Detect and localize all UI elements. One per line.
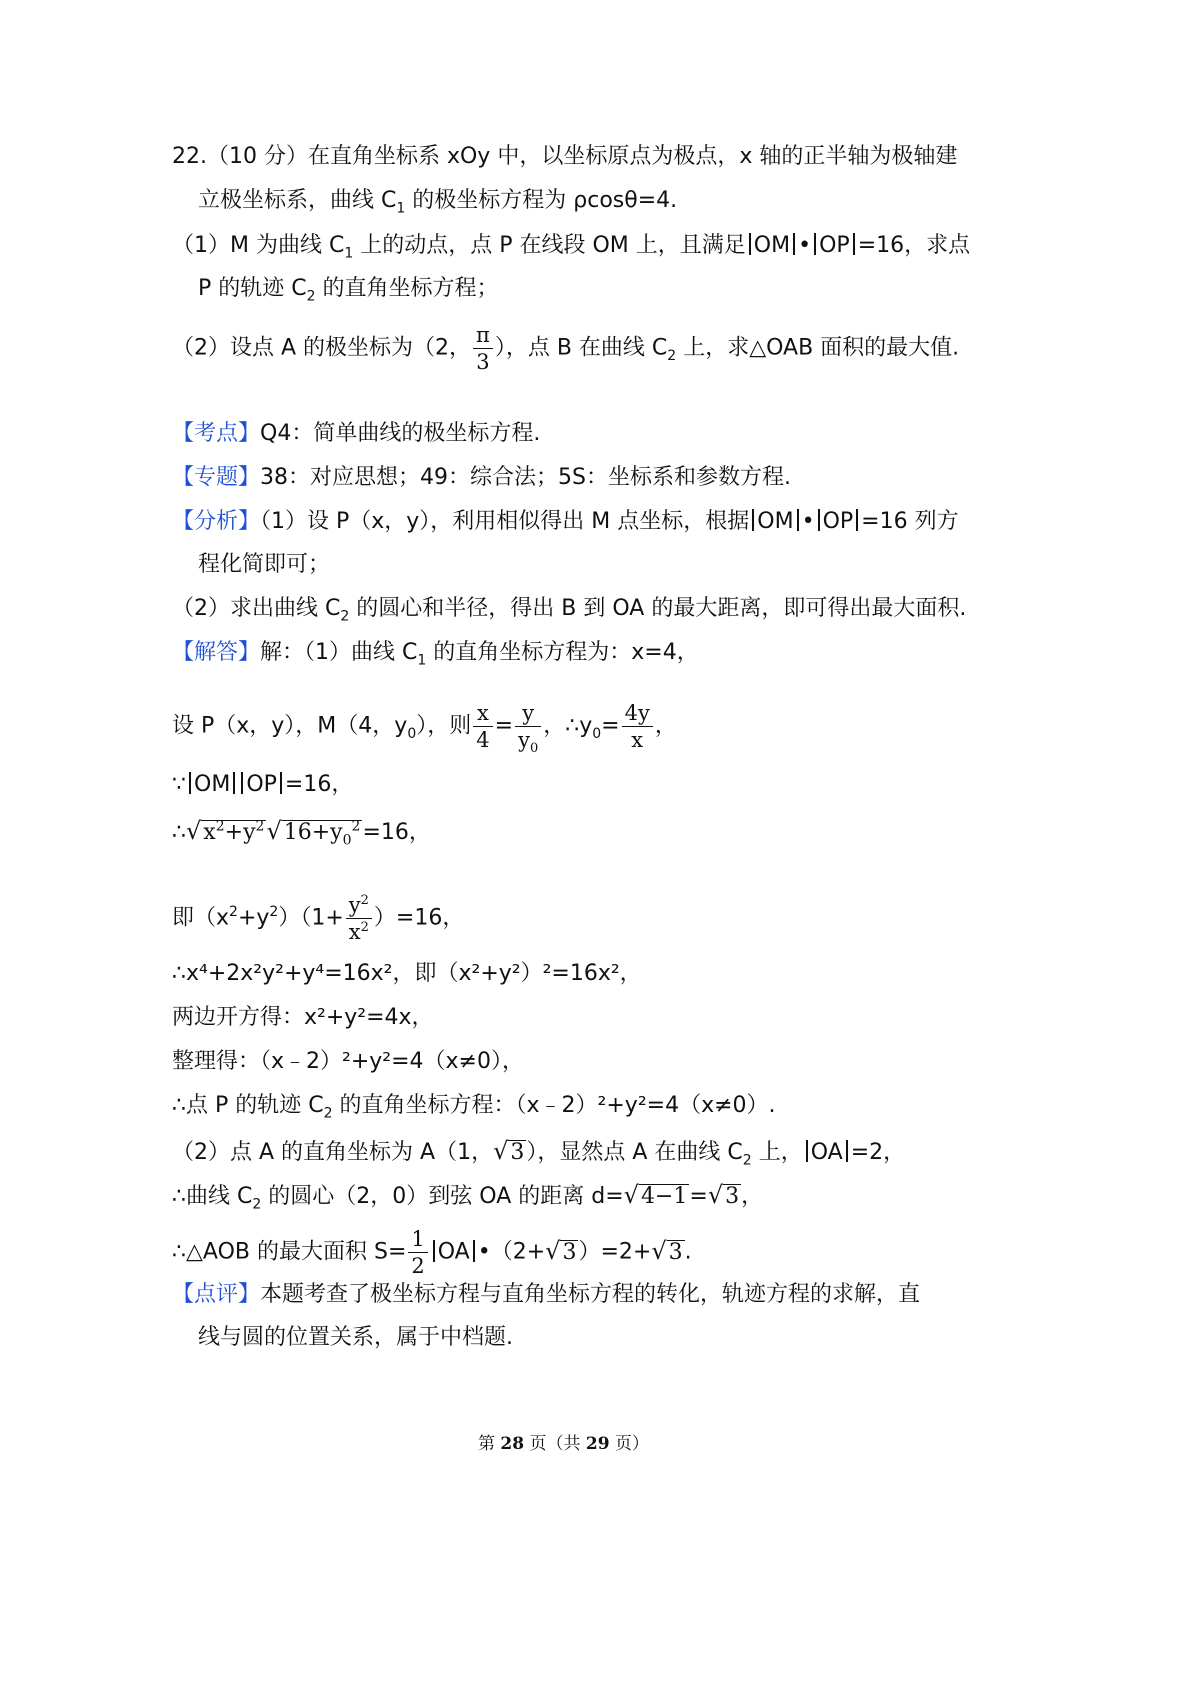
dot: •: [801, 509, 815, 534]
fenxi-line-3: [172, 594, 966, 624]
fenxi-text: =16 列方: [861, 509, 959, 534]
denominator: 2: [411, 1254, 425, 1278]
footer-text: 第: [478, 1434, 501, 1454]
dianping-text: 线与圆的位置关系，属于中档题.: [198, 1325, 513, 1350]
page-total: 29: [585, 1434, 610, 1454]
abs-bar: [473, 1240, 475, 1262]
jieda-text: 即（x: [172, 905, 230, 931]
abs-bar: [241, 772, 243, 794]
jieda-text: ）=2+: [578, 1239, 652, 1265]
superscript: 2: [269, 904, 279, 921]
fraction-1-over-2: [408, 1226, 427, 1279]
jieda-line-2: [172, 700, 677, 757]
subscript: 2: [306, 288, 316, 305]
jieda-text: ）（1+: [278, 905, 344, 931]
jieda-line-10: [172, 1136, 905, 1168]
superscript: 2: [360, 920, 369, 935]
jieda-text: 的直角坐标方程：（x﹣2）²+y²=4（x≠0）.: [332, 1093, 776, 1118]
problem-text: 上，求△OAB 面积的最大值.: [676, 335, 960, 361]
because-symbol: ∵: [172, 772, 186, 797]
sqrt-3: √3: [493, 1137, 525, 1165]
abs-oa: OA: [437, 1239, 470, 1265]
sqrt-3: √3: [545, 1236, 577, 1265]
subscript: 0: [592, 725, 602, 742]
denominator-base: x: [348, 920, 361, 944]
fenxi-text: （1）设 P（x，y），利用相似得出 M 点坐标，根据: [260, 509, 750, 534]
jieda-text: ∴x⁴+2x²y²+y⁴=16x²，即（x²+y²）²=16x²，: [172, 961, 642, 986]
sqrt-4-minus-1: √4−1: [623, 1181, 688, 1209]
jieda-text: .: [684, 1239, 692, 1265]
numerator: x: [473, 700, 492, 727]
jieda-text: ），显然点 A 在曲线 C: [526, 1140, 743, 1165]
denominator: 3: [476, 350, 490, 374]
jieda-text: =2，: [850, 1140, 906, 1165]
therefore-symbol: ∴: [172, 820, 186, 845]
dianping-line-2: [198, 1323, 513, 1353]
problem-text: ），点 B 在曲线 C: [494, 335, 668, 361]
numerator: [346, 892, 372, 919]
numerator: 4y: [622, 700, 653, 727]
jieda-text: ∴点 P 的轨迹 C: [172, 1093, 324, 1118]
jieda-line-11: [172, 1180, 763, 1212]
fenxi-line-2: [198, 550, 330, 580]
jieda-text: •（2+: [477, 1239, 546, 1265]
abs-bar: [814, 233, 816, 255]
jieda-text: 上，: [751, 1140, 803, 1165]
problem-text: 上的动点，点 P 在线段 OM 上，且满足: [353, 233, 746, 258]
jieda-text: =16，: [284, 772, 354, 797]
abs-bar: [853, 233, 855, 255]
abs-op: OP: [246, 772, 277, 797]
sqrt-16-y02: $√16+y_0^2$: [266, 817, 361, 849]
page-number: 28: [500, 1434, 525, 1454]
jieda-text: ，: [741, 1184, 764, 1209]
equals: =: [689, 1184, 708, 1209]
radicand: +y: [224, 820, 256, 845]
subscript: 1: [344, 245, 354, 262]
abs-om: OM: [757, 509, 794, 534]
sqrt-3: √3: [651, 1236, 683, 1265]
radicand: 4−1: [640, 1184, 688, 1209]
fraction-y2-over-x2: [346, 892, 372, 945]
denominator: [346, 919, 372, 945]
jieda-text: 设 P（x，y），M（4，y: [172, 713, 408, 739]
zhuanti-section: [172, 463, 791, 493]
numerator: y: [515, 700, 541, 727]
equals: =: [601, 713, 620, 739]
problem-text: 22.（10 分）在直角坐标系 xOy 中，以坐标原点为极点，x 轴的正半轴为极轴建: [172, 144, 958, 169]
subscript: 2: [340, 608, 350, 625]
jieda-line-5: [172, 892, 464, 945]
problem-text: =16，求点: [857, 233, 971, 258]
denominator-base: y: [518, 728, 530, 752]
problem-text: 的极坐标方程为 ρcosθ=4.: [405, 188, 678, 213]
subscript: 2: [252, 1196, 262, 1213]
abs-bar: [749, 233, 751, 255]
jieda-tag: 【解答】: [172, 640, 261, 665]
subscript: 0: [529, 741, 539, 757]
jieda-line-12: [172, 1226, 692, 1279]
radicand: x: [203, 820, 216, 845]
footer-text: 页）: [609, 1434, 649, 1454]
jieda-text: ∴曲线 C: [172, 1184, 253, 1209]
problem-part-1: [172, 231, 970, 261]
subscript: 0: [342, 832, 352, 849]
jieda-text: 两边开方得：x²+y²=4x，: [172, 1005, 434, 1030]
subscript: 1: [417, 652, 427, 669]
denominator: [515, 727, 541, 757]
superscript: 2: [351, 818, 361, 835]
numerator: 1: [408, 1226, 427, 1253]
fraction-x-over-4: [473, 700, 492, 753]
jieda-text: ∴△AOB 的最大面积 S=: [172, 1239, 407, 1265]
abs-op: OP: [819, 233, 850, 258]
numerator: π: [473, 322, 493, 349]
dianping-section: [172, 1280, 920, 1310]
denominator: 4: [476, 728, 490, 752]
sqrt-3: √3: [707, 1181, 740, 1209]
subscript: 0: [407, 725, 417, 742]
abs-bar: [846, 1140, 848, 1162]
jieda-text: 的直角坐标方程为：x=4，: [426, 640, 699, 665]
jieda-text: （2）点 A 的直角坐标为 A（1，: [172, 1140, 494, 1165]
jieda-text: ，∴y: [543, 713, 593, 739]
jieda-line-7: [172, 1003, 434, 1033]
abs-op: OP: [822, 509, 854, 534]
equals: =: [494, 713, 514, 739]
fenxi-tag: 【分析】: [172, 509, 261, 534]
dianping-tag: 【点评】: [172, 1282, 261, 1307]
zhuanti-tag: 【专题】: [172, 465, 261, 490]
problem-part-2: [172, 322, 959, 375]
superscript: 2: [360, 893, 369, 908]
jieda-text: +y: [237, 905, 270, 931]
jieda-line-9: [172, 1091, 776, 1121]
fenxi-section: [172, 507, 959, 537]
jieda-line-6: [172, 959, 642, 989]
abs-bar: [280, 772, 282, 794]
numerator-base: y: [348, 893, 361, 917]
jieda-section: [172, 638, 699, 668]
kaodian-tag: 【考点】: [172, 421, 261, 446]
denominator: x: [631, 728, 644, 752]
problem-text: （2）设点 A 的极坐标为（2，: [172, 335, 472, 361]
subscript: 2: [667, 347, 677, 364]
fraction-pi-over-3: [473, 322, 493, 375]
jieda-text: 整理得：（x﹣2）²+y²=4（x≠0），: [172, 1049, 524, 1074]
abs-bar: [189, 772, 191, 794]
page-footer: [478, 1429, 649, 1459]
kaodian-section: [172, 419, 540, 449]
abs-bar: [806, 1140, 808, 1162]
abs-bar: [433, 1240, 435, 1262]
abs-bar: [856, 509, 858, 531]
kaodian-text: Q4：简单曲线的极坐标方程.: [260, 421, 541, 446]
abs-bar: [752, 509, 754, 531]
abs-om: OM: [753, 233, 791, 258]
superscript: 2: [215, 818, 225, 835]
jieda-text: 的圆心（2，0）到弦 OA 的距离 d=: [261, 1184, 624, 1209]
abs-bar: [233, 772, 235, 794]
problem-part-1-cont: [198, 274, 499, 304]
radicand: 3: [510, 1140, 525, 1165]
abs-bar: [793, 233, 795, 255]
dianping-text: 本题考查了极坐标方程与直角坐标方程的转化，轨迹方程的求解，直: [260, 1282, 921, 1307]
jieda-text: ），则: [416, 713, 472, 739]
problem-text: P 的轨迹 C: [198, 276, 307, 301]
zhuanti-text: 38：对应思想；49：综合法；5S：坐标系和参数方程.: [260, 465, 791, 490]
footer-text: 页（共: [524, 1434, 586, 1454]
subscript: 1: [396, 200, 406, 217]
problem-text: （1）M 为曲线 C: [172, 233, 345, 258]
jieda-line-3: [172, 770, 353, 800]
radicand: 3: [668, 1239, 683, 1265]
fraction-4y-over-x: [622, 700, 653, 753]
jieda-text: 解：（1）曲线 C: [260, 640, 418, 665]
problem-text: 的直角坐标方程；: [315, 276, 499, 301]
dot: •: [798, 233, 812, 258]
sqrt-x2-y2: $√x^2+y^2$: [186, 817, 265, 845]
abs-bar: [797, 509, 799, 531]
problem-line-2: [198, 186, 677, 216]
jieda-line-4: [172, 816, 431, 848]
jieda-line-8: [172, 1047, 524, 1077]
abs-bar: [818, 509, 820, 531]
jieda-text: ，: [654, 713, 677, 739]
radicand: 3: [725, 1184, 740, 1209]
jieda-text: =16，: [362, 820, 431, 845]
abs-om: OM: [194, 772, 231, 797]
fenxi-text: （2）求出曲线 C: [172, 596, 341, 621]
fenxi-text: 程化简即可；: [198, 552, 331, 577]
subscript: 2: [742, 1152, 752, 1169]
fenxi-text: 的圆心和半径，得出 B 到 OA 的最大距离，即可得出最大面积.: [349, 596, 967, 621]
superscript: 2: [229, 904, 238, 921]
abs-oa: OA: [810, 1140, 843, 1165]
subscript: 2: [323, 1105, 333, 1122]
fraction-y-over-y0: [515, 700, 541, 757]
jieda-text: ）=16，: [373, 905, 465, 931]
radicand: 16+y: [283, 820, 343, 845]
superscript: 2: [255, 818, 265, 835]
radicand: 3: [562, 1239, 577, 1265]
problem-line-1: [172, 142, 957, 172]
problem-text: 立极坐标系，曲线 C: [198, 188, 397, 213]
